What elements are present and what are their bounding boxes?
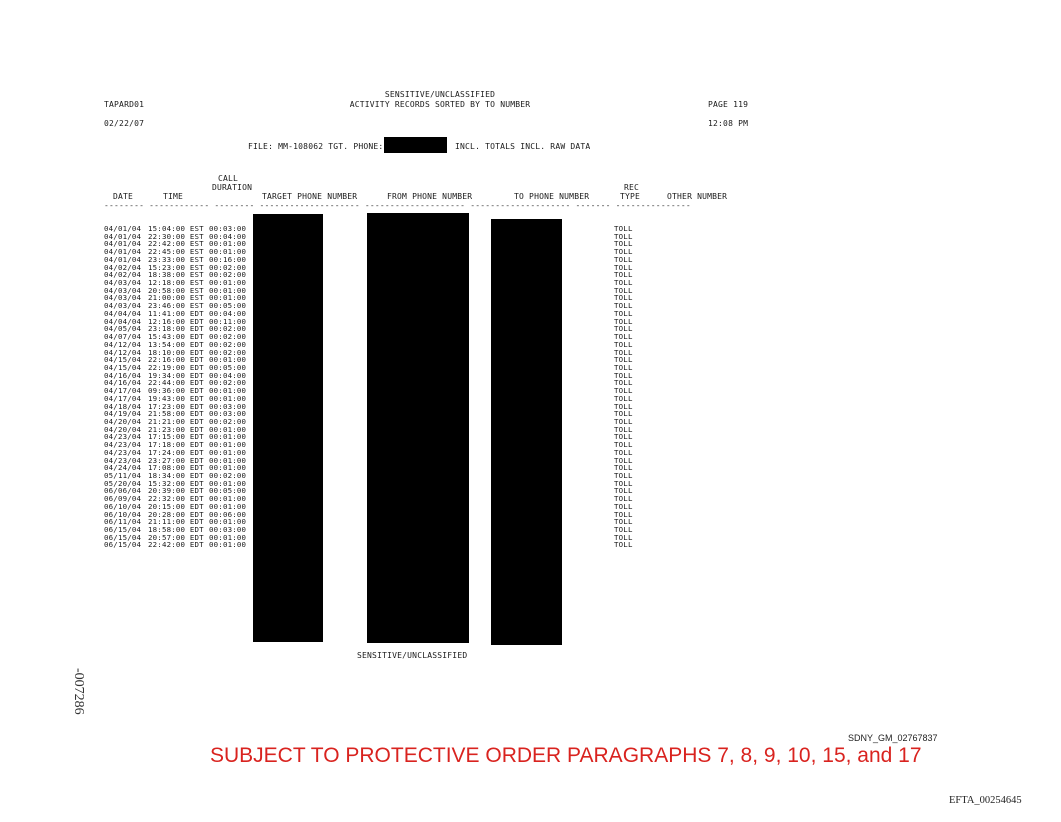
row-duration: 00:01:00 <box>209 463 247 473</box>
row-duration: 00:02:00 <box>209 270 247 280</box>
row-rec-type: TOLL <box>614 293 633 303</box>
row-rec-type: TOLL <box>614 532 633 542</box>
row-time: 23:46:00 EST <box>148 301 204 311</box>
row-rec-type: TOLL <box>614 471 633 480</box>
row-rec-type: TOLL <box>614 324 633 334</box>
row-time: 20:57:00 EDT <box>148 532 204 542</box>
row-rec-type: TOLL <box>614 393 633 403</box>
report-date: 02/22/07 <box>104 119 145 128</box>
row-duration: 00:01:00 <box>209 455 247 465</box>
row-date: 04/23/04 <box>104 447 142 457</box>
classification-bottom: SENSITIVE/UNCLASSIFIED <box>357 651 468 660</box>
row-date: 04/16/04 <box>104 378 142 388</box>
row-duration: 00:03:00 <box>209 525 247 535</box>
row-rec-type: TOLL <box>614 316 633 326</box>
row-date: 06/10/04 <box>104 501 142 511</box>
row-rec-type: TOLL <box>614 424 633 434</box>
row-time: 11:41:00 EDT <box>148 308 204 318</box>
row-duration: 00:02:00 <box>209 339 247 349</box>
row-rec-type: TOLL <box>614 231 633 241</box>
row-rec-type: TOLL <box>614 278 633 288</box>
classification-top: SENSITIVE/UNCLASSIFIED <box>384 90 496 99</box>
row-time: 22:44:00 EDT <box>148 378 204 388</box>
row-duration: 00:04:00 <box>209 231 247 241</box>
row-time: 23:27:00 EDT <box>148 455 204 465</box>
row-time: 17:08:00 EDT <box>148 463 204 473</box>
report-id: TAPARD01 <box>104 100 145 109</box>
row-date: 04/23/04 <box>104 432 142 442</box>
row-rec-type: TOLL <box>614 247 633 257</box>
row-duration: 00:01:00 <box>209 478 247 488</box>
row-date: 04/20/04 <box>104 424 142 434</box>
row-duration: 00:02:00 <box>209 471 247 480</box>
row-rec-type: TOLL <box>614 347 633 357</box>
row-date: 04/18/04 <box>104 401 142 411</box>
row-duration: 00:01:00 <box>209 501 247 511</box>
row-date: 04/15/04 <box>104 362 142 372</box>
row-duration: 00:01:00 <box>209 247 247 257</box>
row-time: 12:16:00 EDT <box>148 316 204 326</box>
row-time: 22:16:00 EDT <box>148 355 204 365</box>
row-rec-type: TOLL <box>614 355 633 365</box>
row-duration: 00:16:00 <box>209 254 247 264</box>
row-duration: 00:02:00 <box>209 347 247 357</box>
row-time: 22:30:00 EST <box>148 231 204 241</box>
row-rec-type: TOLL <box>614 262 633 272</box>
row-rec-type: TOLL <box>614 362 633 372</box>
redaction-from-column <box>367 213 469 643</box>
row-time: 17:24:00 EDT <box>148 447 204 457</box>
redaction-target-phone <box>384 137 447 153</box>
row-date: 04/05/04 <box>104 324 142 334</box>
row-time: 15:43:00 EDT <box>148 332 204 342</box>
row-rec-type: TOLL <box>614 239 633 249</box>
row-date: 04/02/04 <box>104 270 142 280</box>
row-duration: 00:06:00 <box>209 509 247 519</box>
row-time: 15:32:00 EDT <box>148 478 204 488</box>
row-date: 04/12/04 <box>104 347 142 357</box>
row-date: 04/17/04 <box>104 386 142 396</box>
row-date: 04/03/04 <box>104 293 142 303</box>
row-time: 22:19:00 EDT <box>148 362 204 372</box>
header-underline: -------- ------------ -------- -------------------- -------------------- -------------------- ------- --------------- <box>104 201 691 210</box>
row-date: 04/07/04 <box>104 332 142 342</box>
row-duration: 00:01:00 <box>209 355 247 365</box>
row-date: 04/03/04 <box>104 301 142 311</box>
efta-bates-number: EFTA_00254645 <box>949 795 1022 806</box>
row-time: 18:58:00 EDT <box>148 525 204 535</box>
row-time: 22:42:00 EST <box>148 239 204 249</box>
row-rec-type: TOLL <box>614 386 633 396</box>
row-duration: 00:01:00 <box>209 532 247 542</box>
row-duration: 00:03:00 <box>209 401 247 411</box>
row-date: 06/11/04 <box>104 517 142 527</box>
row-duration: 00:02:00 <box>209 332 247 342</box>
file-suffix: INCL. TOTALS INCL. RAW DATA <box>455 142 591 151</box>
row-rec-type: TOLL <box>614 509 633 519</box>
row-duration: 00:03:00 <box>209 409 247 419</box>
col-header-duration: DURATION <box>212 183 253 192</box>
row-time: 17:18:00 EDT <box>148 440 204 450</box>
row-date: 04/19/04 <box>104 409 142 419</box>
row-rec-type: TOLL <box>614 370 633 380</box>
row-date: 04/17/04 <box>104 393 142 403</box>
row-rec-type: TOLL <box>614 501 633 511</box>
row-time: 23:18:00 EDT <box>148 324 204 334</box>
row-duration: 00:01:00 <box>209 440 247 450</box>
row-rec-type: TOLL <box>614 455 633 465</box>
row-duration: 00:01:00 <box>209 447 247 457</box>
row-rec-type: TOLL <box>614 478 633 488</box>
row-time: 13:54:00 EDT <box>148 339 204 349</box>
row-duration: 00:01:00 <box>209 432 247 442</box>
row-duration: 00:01:00 <box>209 517 247 527</box>
row-duration: 00:11:00 <box>209 316 247 326</box>
row-date: 04/01/04 <box>104 254 142 264</box>
row-time: 09:36:00 EDT <box>148 386 204 396</box>
row-date: 04/02/04 <box>104 262 142 272</box>
col-header-time: TIME <box>163 192 184 201</box>
row-rec-type: TOLL <box>614 301 633 311</box>
row-duration: 00:03:00 <box>209 224 247 233</box>
row-time: 17:15:00 EDT <box>148 432 204 442</box>
row-time: 12:18:00 EST <box>148 278 204 288</box>
row-duration: 00:05:00 <box>209 301 247 311</box>
row-duration: 00:01:00 <box>209 393 247 403</box>
row-duration: 00:05:00 <box>209 362 247 372</box>
protective-order-notice: SUBJECT TO PROTECTIVE ORDER PARAGRAPHS 7, 8, 9, 10, 15, and 17 <box>210 744 922 767</box>
row-duration: 00:01:00 <box>209 424 247 434</box>
row-time: 19:43:00 EDT <box>148 393 204 403</box>
row-date: 04/15/04 <box>104 355 142 365</box>
file-label: FILE: MM-108062 TGT. PHONE: <box>248 142 384 151</box>
row-rec-type: TOLL <box>614 401 633 411</box>
col-header-to: TO PHONE NUMBER <box>514 192 590 201</box>
redaction-target-column <box>253 214 323 642</box>
row-date: 04/20/04 <box>104 416 142 426</box>
row-date: 06/15/04 <box>104 532 142 542</box>
row-date: 04/24/04 <box>104 463 142 473</box>
row-rec-type: TOLL <box>614 416 633 426</box>
row-duration: 00:04:00 <box>209 370 247 380</box>
redaction-to-column <box>491 219 562 645</box>
row-duration: 00:01:00 <box>209 239 247 249</box>
row-rec-type: TOLL <box>614 409 633 419</box>
row-duration: 00:04:00 <box>209 308 247 318</box>
row-date: 04/03/04 <box>104 285 142 295</box>
row-duration: 00:02:00 <box>209 378 247 388</box>
row-time: 15:23:00 EST <box>148 262 204 272</box>
row-date: 06/09/04 <box>104 494 142 504</box>
row-duration: 00:01:00 <box>209 285 247 295</box>
margin-stamp: -007286 <box>71 668 86 715</box>
report-title: ACTIVITY RECORDS SORTED BY TO NUMBER <box>349 100 531 109</box>
row-time: 18:34:00 EDT <box>148 471 204 480</box>
row-duration: 00:02:00 <box>209 262 247 272</box>
row-time: 18:10:00 EDT <box>148 347 204 357</box>
row-date: 04/03/04 <box>104 278 142 288</box>
row-rec-type: TOLL <box>614 339 633 349</box>
row-duration: 00:02:00 <box>209 416 247 426</box>
col-header-date: DATE <box>113 192 134 201</box>
row-date: 05/11/04 <box>104 471 142 480</box>
row-date: 06/06/04 <box>104 486 142 496</box>
row-duration: 00:02:00 <box>209 324 247 334</box>
row-date: 05/20/04 <box>104 478 142 488</box>
row-time: 20:15:00 EDT <box>148 501 204 511</box>
row-date: 06/15/04 <box>104 540 142 550</box>
row-time: 22:45:00 EST <box>148 247 204 257</box>
row-rec-type: TOLL <box>614 525 633 535</box>
row-duration: 00:01:00 <box>209 540 247 550</box>
row-time: 21:00:00 EST <box>148 293 204 303</box>
row-date: 04/12/04 <box>104 339 142 349</box>
row-date: 04/16/04 <box>104 370 142 380</box>
row-date: 04/23/04 <box>104 455 142 465</box>
row-rec-type: TOLL <box>614 224 633 233</box>
row-duration: 00:01:00 <box>209 293 247 303</box>
row-date: 04/01/04 <box>104 231 142 241</box>
row-rec-type: TOLL <box>614 254 633 264</box>
row-time: 19:34:00 EDT <box>148 370 204 380</box>
row-rec-type: TOLL <box>614 378 633 388</box>
row-time: 21:23:00 EDT <box>148 424 204 434</box>
row-date: 06/10/04 <box>104 509 142 519</box>
row-rec-type: TOLL <box>614 432 633 442</box>
row-duration: 00:01:00 <box>209 278 247 288</box>
row-time: 22:32:00 EDT <box>148 494 204 504</box>
row-date: 04/04/04 <box>104 316 142 326</box>
row-time: 15:04:00 EST <box>148 224 204 233</box>
row-rec-type: TOLL <box>614 540 633 550</box>
col-header-target: TARGET PHONE NUMBER <box>262 192 358 201</box>
row-rec-type: TOLL <box>614 447 633 457</box>
row-date: 04/23/04 <box>104 440 142 450</box>
row-time: 20:58:00 EST <box>148 285 204 295</box>
row-duration: 00:01:00 <box>209 494 247 504</box>
report-time: 12:08 PM <box>708 119 749 128</box>
row-date: 04/01/04 <box>104 247 142 257</box>
row-time: 20:28:00 EDT <box>148 509 204 519</box>
row-rec-type: TOLL <box>614 285 633 295</box>
row-time: 23:33:00 EST <box>148 254 204 264</box>
row-time: 21:11:00 EDT <box>148 517 204 527</box>
row-date: 04/01/04 <box>104 239 142 249</box>
col-header-from: FROM PHONE NUMBER <box>387 192 473 201</box>
row-rec-type: TOLL <box>614 494 633 504</box>
row-rec-type: TOLL <box>614 440 633 450</box>
row-time: 20:39:00 EDT <box>148 486 204 496</box>
row-time: 22:42:00 EDT <box>148 540 204 550</box>
row-time: 17:23:00 EDT <box>148 401 204 411</box>
col-header-type: TYPE <box>620 192 641 201</box>
row-duration: 00:01:00 <box>209 386 247 396</box>
row-time: 21:58:00 EDT <box>148 409 204 419</box>
row-time: 21:21:00 EDT <box>148 416 204 426</box>
row-duration: 00:05:00 <box>209 486 247 496</box>
col-header-other: OTHER NUMBER <box>667 192 728 201</box>
row-rec-type: TOLL <box>614 517 633 527</box>
row-rec-type: TOLL <box>614 332 633 342</box>
row-date: 04/01/04 <box>104 224 142 233</box>
row-date: 04/04/04 <box>104 308 142 318</box>
col-header-rec: REC <box>624 183 640 192</box>
row-rec-type: TOLL <box>614 270 633 280</box>
row-rec-type: TOLL <box>614 486 633 496</box>
col-header-call: CALL <box>218 174 239 183</box>
row-rec-type: TOLL <box>614 308 633 318</box>
sdny-bates-number: SDNY_GM_02767837 <box>848 733 938 743</box>
row-rec-type: TOLL <box>614 463 633 473</box>
page-number: PAGE 119 <box>708 100 749 109</box>
row-time: 18:38:00 EST <box>148 270 204 280</box>
row-date: 06/15/04 <box>104 525 142 535</box>
